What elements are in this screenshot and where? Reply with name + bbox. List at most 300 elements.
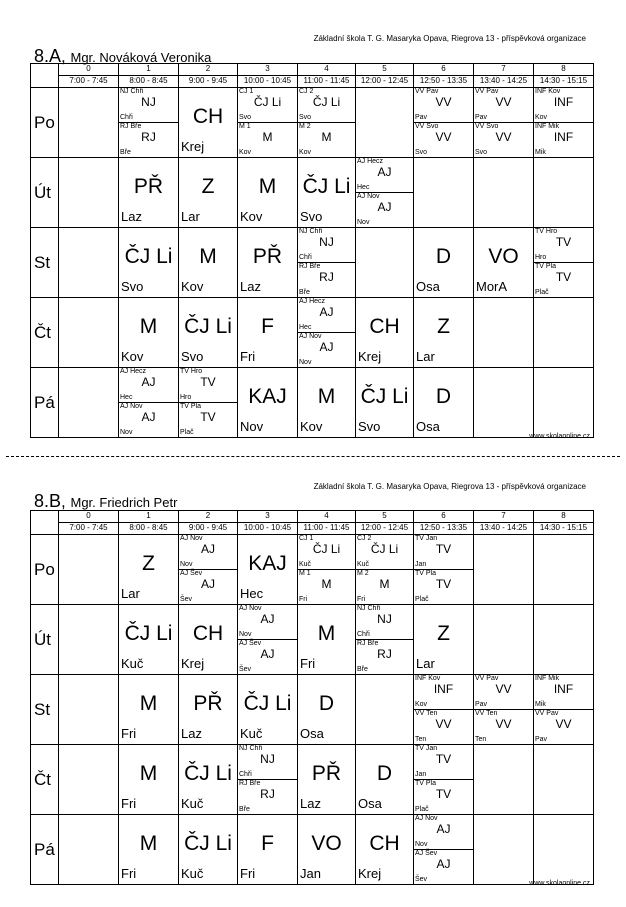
teacher-code: Krej (181, 139, 205, 154)
day-label: Pá (31, 368, 59, 438)
subject-code: M (262, 129, 273, 144)
subject-code: VO (488, 244, 519, 268)
teacher-code: Fri (299, 596, 308, 603)
teacher-code: Pav (535, 736, 548, 743)
lesson-cell (414, 88, 474, 158)
group-lesson (238, 745, 297, 780)
group-label: TV Hro (535, 228, 558, 235)
teacher-code: Osa (416, 279, 440, 294)
teacher-code: Svo (121, 279, 144, 294)
subject-code: AJ (319, 339, 334, 354)
period-time: 12:00 - 12:45 (356, 523, 414, 535)
period-number: 4 (298, 64, 356, 76)
teacher-code: Kuč (121, 656, 144, 671)
lesson-cell (298, 158, 356, 228)
group-lesson (356, 535, 413, 570)
group-lesson (414, 815, 473, 850)
group-label: INF Mik (535, 122, 560, 130)
group-lesson (356, 605, 413, 640)
lesson-cell (119, 605, 179, 675)
teacher-code: Kov (239, 149, 252, 156)
group-lesson (534, 123, 593, 158)
teacher-code: Svo (181, 349, 204, 364)
period-number: 2 (179, 511, 238, 523)
lesson-cell (534, 675, 594, 745)
empty-cell (59, 605, 119, 675)
subject-code: RJ (377, 646, 392, 661)
teacher-code: Kov (240, 209, 263, 224)
empty-cell (59, 368, 119, 438)
period-time: 7:00 - 7:45 (59, 76, 119, 88)
lesson-cell (298, 675, 356, 745)
subject-code: M (139, 691, 158, 715)
lesson-cell (119, 535, 179, 605)
day-label: St (31, 675, 59, 745)
teacher-code: Chři (357, 630, 370, 638)
subject-code: M (139, 314, 158, 338)
period-time: 12:50 - 13:35 (414, 76, 474, 88)
teacher-code: Lar (416, 656, 435, 671)
day-row (31, 298, 594, 368)
empty-cell (534, 815, 594, 885)
subject-code: TV (200, 375, 216, 389)
empty-cell (534, 605, 594, 675)
group-label: RJ Bře (299, 262, 321, 270)
lesson-cell (179, 745, 238, 815)
class-label: 8.A (34, 46, 62, 66)
subject-code: M (258, 174, 277, 198)
lesson-cell (238, 158, 298, 228)
period-time: 8:00 - 8:45 (119, 523, 179, 535)
teacher-code: Plač (415, 596, 429, 603)
group-lesson (414, 675, 473, 710)
group-label: NJ Chři (357, 605, 381, 612)
subject-code: ČJ Li (312, 95, 341, 109)
period-number: 8 (534, 511, 594, 523)
subject-code: TV (200, 409, 216, 424)
school-name: Základní škola T. G. Masaryka Opava, Riegrova 13 - příspěvková organizace (313, 34, 586, 43)
group-label: M 1 (299, 569, 311, 577)
group-label: M 2 (299, 122, 311, 130)
group-label: M 1 (239, 122, 251, 130)
teacher-code: Fri (240, 349, 256, 364)
group-lesson (414, 123, 473, 158)
subject-code: ČJ Li (124, 244, 173, 268)
teacher-code: Hec (240, 586, 264, 601)
teacher-code: Krej (181, 656, 205, 671)
subject-code: INF (433, 682, 454, 696)
group-label: RJ Bře (357, 639, 379, 647)
group-lesson (414, 710, 473, 745)
subject-code: ČJ Li (370, 542, 399, 556)
teacher-code: Ten (415, 736, 427, 743)
group-lesson (238, 780, 297, 815)
group-label: TV Pla (415, 569, 437, 577)
lesson-cell (119, 88, 179, 158)
day-row (31, 228, 594, 298)
teacher-code: Plač (535, 289, 549, 296)
teacher-code: Šev (415, 876, 428, 883)
teacher-code: Hro (535, 253, 547, 261)
subject-code: M (139, 761, 158, 785)
group-label: NJ Chři (239, 745, 263, 752)
group-label: AJ Nov (299, 332, 322, 340)
teacher-code: Svo (239, 113, 252, 121)
group-label: RJ Bře (120, 122, 142, 130)
period-time: 13:40 - 14:25 (474, 523, 534, 535)
empty-cell (534, 298, 594, 368)
group-lesson (534, 263, 593, 298)
lesson-cell (298, 815, 356, 885)
group-label: AJ Hecz (299, 298, 326, 305)
subject-code: ČJ Li (124, 621, 173, 645)
lesson-cell (179, 605, 238, 675)
group-lesson (414, 570, 473, 605)
lesson-cell (414, 368, 474, 438)
period-number: 5 (356, 511, 414, 523)
group-lesson (238, 88, 297, 123)
group-label: INF Kov (415, 675, 441, 682)
subject-code: VV (495, 682, 512, 696)
empty-cell (414, 158, 474, 228)
group-label: M 2 (357, 569, 369, 577)
subject-code: F (261, 831, 274, 855)
day-row (31, 675, 594, 745)
subject-code: VV (495, 716, 512, 731)
lesson-cell (179, 368, 238, 438)
teacher-code: Krej (358, 866, 382, 881)
subject-code: NJ (260, 752, 275, 766)
period-time: 10:00 - 10:45 (238, 76, 298, 88)
subject-code: M (139, 831, 158, 855)
class-label: 8.B (34, 491, 62, 511)
class-teacher: Mgr. Friedrich Petr (70, 495, 178, 510)
lesson-cell (119, 158, 179, 228)
empty-cell (474, 815, 534, 885)
teacher-code: Laz (240, 279, 261, 294)
group-lesson (474, 88, 533, 123)
empty-cell (59, 745, 119, 815)
subject-code: TV (435, 786, 452, 801)
empty-cell (474, 298, 534, 368)
lesson-cell (238, 228, 298, 298)
group-lesson (298, 123, 355, 158)
group-label: VV Svo (415, 122, 439, 130)
period-time: 11:00 - 11:45 (298, 523, 356, 535)
period-number: 7 (474, 511, 534, 523)
lesson-cell (298, 298, 356, 368)
teacher-code: Bře (120, 149, 131, 156)
period-number: 7 (474, 64, 534, 76)
period-number: 5 (356, 64, 414, 76)
subject-code: ČJ Li (184, 761, 232, 785)
subject-code: INF (553, 682, 574, 696)
subject-code: VV (435, 716, 452, 731)
subject-code: TV (555, 235, 572, 249)
timetable-grid (30, 510, 594, 885)
group-lesson (414, 745, 473, 780)
empty-cell (59, 158, 119, 228)
subject-code: Z (142, 551, 155, 575)
period-number-row (31, 511, 594, 523)
subject-code: NJ (319, 235, 334, 249)
empty-cell (356, 88, 414, 158)
period-number: 4 (298, 511, 356, 523)
lesson-cell (474, 88, 534, 158)
period-time: 12:50 - 13:35 (414, 523, 474, 535)
group-label: TV Pla (535, 262, 557, 270)
teacher-code: Svo (358, 419, 381, 434)
group-label: ČJ 1 (239, 88, 254, 95)
group-lesson (298, 333, 355, 368)
lesson-cell (414, 535, 474, 605)
subject-code: NJ (141, 95, 156, 109)
teacher-code: Krej (358, 349, 382, 364)
period-number: 1 (119, 511, 179, 523)
empty-cell (534, 368, 594, 438)
subject-code: VV (435, 129, 452, 144)
group-label: ČJ 2 (357, 535, 372, 542)
group-label: ČJ 2 (299, 88, 314, 95)
teacher-code: Osa (416, 419, 440, 434)
subject-code: TV (435, 576, 452, 591)
group-lesson (534, 675, 593, 710)
lesson-cell (298, 368, 356, 438)
teacher-code: Šev (180, 596, 193, 603)
day-label: Po (31, 88, 59, 158)
group-lesson (414, 850, 473, 885)
lesson-cell (298, 88, 356, 158)
subject-code: ČJ Li (312, 542, 341, 556)
subject-code: VV (435, 95, 452, 109)
lesson-cell (238, 535, 298, 605)
lesson-cell (119, 815, 179, 885)
subject-code: M (321, 576, 332, 591)
period-time: 10:00 - 10:45 (238, 523, 298, 535)
group-label: NJ Chři (299, 228, 323, 235)
subject-code: RJ (319, 269, 334, 284)
day-row (31, 745, 594, 815)
teacher-code: Plač (415, 806, 429, 813)
empty-cell (474, 158, 534, 228)
subject-code: ČJ Li (253, 95, 282, 109)
group-label: INF Kov (535, 88, 561, 95)
teacher-code: Kov (300, 419, 323, 434)
teacher-code: Pav (475, 700, 488, 708)
lesson-cell (414, 675, 474, 745)
teacher-code: Jan (415, 770, 427, 778)
lesson-cell (238, 88, 298, 158)
subject-code: TV (435, 752, 452, 766)
lesson-cell (238, 368, 298, 438)
period-number-row (31, 64, 594, 76)
teacher-code: Svo (415, 149, 428, 156)
subject-code: D (318, 691, 335, 715)
subject-code: INF (553, 129, 574, 144)
teacher-code: Kov (415, 700, 428, 708)
teacher-code: Fri (121, 726, 137, 741)
subject-code: KAJ (248, 551, 287, 575)
lesson-cell (238, 298, 298, 368)
subject-code: TV (555, 269, 572, 284)
lesson-cell (414, 745, 474, 815)
subject-code: ČJ Li (360, 384, 409, 408)
empty-cell (474, 745, 534, 815)
lesson-cell (414, 605, 474, 675)
teacher-code: Lar (181, 209, 200, 224)
empty-cell (59, 535, 119, 605)
group-label: AJ Nov (415, 815, 438, 822)
group-label: AJ Šev (415, 849, 438, 857)
teacher-code: Nov (120, 429, 133, 436)
period-time-row (31, 76, 594, 88)
group-lesson (414, 780, 473, 815)
teacher-code: Kuč (240, 726, 263, 741)
day-row (31, 605, 594, 675)
day-row (31, 88, 594, 158)
subject-code: ČJ Li (184, 831, 232, 855)
empty-cell (534, 535, 594, 605)
group-lesson (298, 263, 355, 298)
empty-cell (534, 745, 594, 815)
subject-code: VO (311, 831, 342, 855)
lesson-cell (238, 675, 298, 745)
subject-code: AJ (377, 199, 392, 214)
teacher-code: Nov (180, 560, 193, 568)
teacher-code: Fri (121, 796, 137, 811)
teacher-code: Hro (180, 393, 192, 401)
teacher-code: Ten (475, 736, 487, 743)
period-number: 2 (179, 64, 238, 76)
subject-code: Z (201, 174, 215, 198)
empty-cell (474, 605, 534, 675)
teacher-code: Chři (299, 253, 312, 261)
group-label: AJ Hecz (357, 158, 384, 165)
day-label: Út (31, 605, 59, 675)
group-label: RJ Bře (239, 779, 261, 787)
group-label: INF Mik (535, 675, 560, 682)
subject-code: D (435, 244, 452, 268)
teacher-code: Kov (299, 149, 312, 156)
group-label: NJ Chři (120, 88, 144, 95)
day-label: Út (31, 158, 59, 228)
period-number: 3 (238, 511, 298, 523)
subject-code: TV (435, 542, 452, 556)
lesson-cell (298, 228, 356, 298)
period-time: 8:00 - 8:45 (119, 76, 179, 88)
lesson-cell (356, 298, 414, 368)
group-label: VV Pav (475, 88, 499, 95)
subject-code: AJ (377, 165, 392, 179)
group-lesson (119, 88, 178, 123)
subject-code: KAJ (248, 384, 287, 408)
subject-code: AJ (200, 576, 215, 591)
group-lesson (238, 640, 297, 675)
subject-code: Z (437, 621, 450, 645)
subject-code: M (317, 384, 336, 408)
group-lesson (179, 368, 237, 403)
empty-cell (356, 675, 414, 745)
subject-code: CH (369, 831, 400, 855)
day-label: Čt (31, 298, 59, 368)
teacher-code: Nov (415, 840, 428, 848)
group-label: AJ Hecz (120, 368, 147, 375)
group-label: TV Hro (180, 368, 203, 375)
subject-code: AJ (436, 856, 451, 871)
day-row (31, 368, 594, 438)
subject-code: M (317, 621, 336, 645)
teacher-code: Nov (357, 219, 370, 226)
teacher-code: Nov (299, 359, 312, 366)
lesson-cell (238, 745, 298, 815)
period-number: 8 (534, 64, 594, 76)
teacher-code: Kuč (181, 866, 204, 881)
subject-code: PŘ (311, 761, 342, 785)
group-label: VV Pav (415, 88, 439, 95)
school-name: Základní škola T. G. Masaryka Opava, Riegrova 13 - příspěvková organizace (313, 482, 586, 491)
group-label: AJ Nov (180, 535, 203, 542)
group-lesson (298, 88, 355, 123)
group-label: AJ Šev (239, 639, 262, 647)
period-number: 0 (59, 511, 119, 523)
teacher-code: Laz (300, 796, 321, 811)
teacher-code: Kuč (181, 796, 204, 811)
period-time: 7:00 - 7:45 (59, 523, 119, 535)
day-row (31, 535, 594, 605)
lesson-cell (356, 745, 414, 815)
footer-url: www.skolaonline.cz (529, 433, 590, 440)
day-row (31, 158, 594, 228)
teacher-code: Fri (240, 866, 256, 881)
group-label: TV Jan (415, 535, 438, 542)
group-lesson (179, 403, 237, 438)
day-row (31, 815, 594, 885)
cut-line (6, 456, 620, 457)
teacher-code: Chři (239, 770, 252, 778)
group-label: TV Pla (180, 402, 202, 410)
group-lesson (356, 193, 413, 228)
group-label: AJ Nov (357, 192, 380, 200)
teacher-code: Lar (416, 349, 435, 364)
period-time: 9:00 - 9:45 (179, 76, 238, 88)
period-number: 0 (59, 64, 119, 76)
teacher-code: Laz (121, 209, 142, 224)
lesson-cell (356, 158, 414, 228)
teacher-code: Svo (300, 209, 323, 224)
empty-cell (534, 158, 594, 228)
group-label: AJ Šev (180, 569, 203, 577)
group-lesson (356, 640, 413, 675)
subject-code: CH (369, 314, 400, 338)
lesson-cell (179, 158, 238, 228)
empty-cell (59, 298, 119, 368)
group-lesson (119, 403, 178, 438)
subject-code: D (376, 761, 393, 785)
group-label: TV Jan (415, 745, 438, 752)
teacher-code: Kov (535, 113, 548, 121)
group-lesson (534, 228, 593, 263)
period-number: 1 (119, 64, 179, 76)
teacher-code: Pav (415, 113, 428, 121)
group-lesson (534, 88, 593, 123)
lesson-cell (414, 228, 474, 298)
teacher-code: Kov (181, 279, 204, 294)
empty-cell (59, 88, 119, 158)
subject-code: Z (437, 314, 450, 338)
empty-cell (474, 368, 534, 438)
subject-code: D (435, 384, 452, 408)
lesson-cell (119, 368, 179, 438)
